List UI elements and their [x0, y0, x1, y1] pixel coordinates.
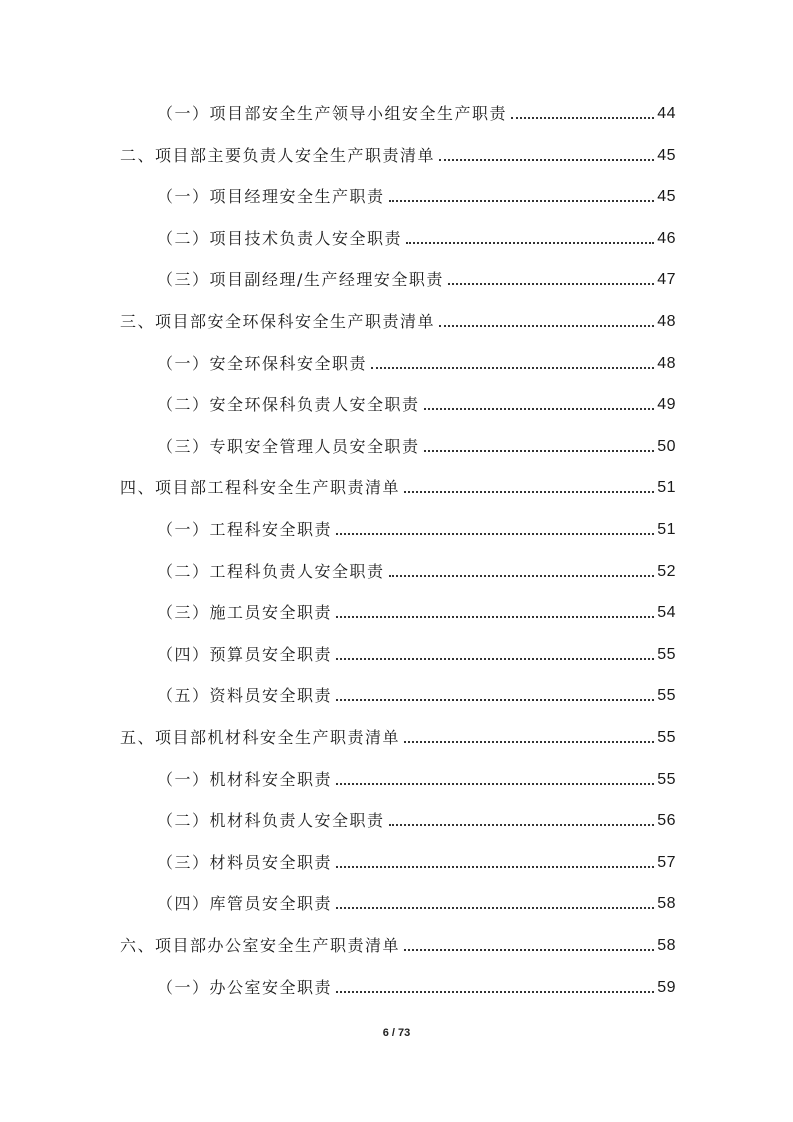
toc-entry-title: （二）项目技术负责人安全职责: [157, 228, 403, 248]
toc-dot-leader: [336, 991, 654, 993]
toc-entry[interactable]: [157, 348, 676, 374]
toc-entry[interactable]: [157, 680, 676, 706]
toc-entry-title: （三）材料员安全职责: [157, 852, 333, 872]
toc-entry-title: （一）工程科安全职责: [157, 520, 333, 539]
toc-dot-leader: [336, 866, 654, 868]
toc-entry-page: 58: [657, 895, 676, 913]
toc-dot-leader: [439, 159, 654, 161]
toc-entry-page: 49: [657, 396, 676, 414]
toc-entry[interactable]: [157, 805, 676, 831]
toc-dot-leader: [336, 616, 654, 618]
toc-dot-leader: [424, 450, 655, 452]
toc-entry-page: 45: [657, 188, 676, 206]
toc-entry-title: 六、项目部办公室安全生产职责清单: [120, 936, 401, 955]
toc-dot-leader: [371, 367, 654, 369]
toc-entry-page: 57: [657, 853, 676, 871]
toc-entry-title: （三）专职安全管理人员安全职责: [157, 436, 420, 456]
toc-entry-title: （二）机材科负责人安全职责: [157, 811, 385, 831]
toc-entry[interactable]: [157, 556, 676, 582]
toc-entry[interactable]: [157, 389, 676, 415]
toc-entry-page: 56: [657, 812, 676, 830]
toc-dot-leader: [406, 242, 654, 244]
toc-dot-leader: [404, 491, 654, 493]
toc-entry-page: 46: [657, 229, 676, 247]
toc-entry[interactable]: [120, 930, 676, 956]
toc-entry-title: （五）资料员安全职责: [157, 686, 333, 706]
toc-entry-page: 51: [657, 479, 676, 497]
toc-entry[interactable]: [157, 597, 676, 623]
toc-dot-leader: [389, 824, 655, 826]
toc-entry[interactable]: [157, 223, 676, 249]
toc-entry[interactable]: [157, 264, 676, 290]
toc-dot-leader: [336, 699, 654, 701]
toc-entry[interactable]: [157, 888, 676, 914]
page-number: 6 / 73: [382, 1027, 411, 1039]
toc-entry-title: 四、项目部工程科安全生产职责清单: [120, 478, 401, 498]
toc-entry-title: （一）安全环保科安全职责: [157, 353, 368, 373]
toc-entry-page: 48: [657, 354, 676, 372]
toc-dot-leader: [336, 658, 654, 660]
toc-dot-leader: [404, 741, 654, 743]
toc-entry-title: （三）施工员安全职责: [157, 603, 333, 623]
toc-dot-leader: [336, 533, 654, 535]
toc-entry-title: 三、项目部安全环保科安全生产职责清单: [120, 312, 436, 331]
toc-entry[interactable]: [120, 722, 676, 748]
toc-entry-page: 47: [657, 271, 676, 289]
toc-entry-title: 二、项目部主要负责人安全生产职责清单: [120, 145, 436, 165]
toc-entry-page: 58: [657, 937, 676, 954]
toc-entry-title: 五、项目部机材科安全生产职责清单: [120, 728, 401, 747]
toc-entry[interactable]: [157, 98, 676, 124]
toc-entry-title: （二）工程科负责人安全职责: [157, 561, 385, 581]
toc-entry-page: 50: [657, 437, 676, 455]
toc-entry[interactable]: [157, 514, 676, 540]
toc-dot-leader: [439, 325, 654, 327]
toc-entry-page: 44: [657, 105, 676, 122]
toc-entry-page: 55: [657, 645, 676, 663]
toc-entry-page: 51: [657, 521, 676, 538]
toc-dot-leader: [389, 575, 655, 577]
toc-entry-title: （四）预算员安全职责: [157, 644, 333, 664]
toc-entry-title: （三）项目副经理/生产经理安全职责: [157, 270, 444, 290]
toc-entry-title: （一）项目经理安全生产职责: [157, 187, 385, 207]
toc-dot-leader: [511, 117, 654, 119]
toc-entry-page: 48: [657, 313, 676, 330]
toc-entry[interactable]: [157, 181, 676, 207]
toc-entry-page: 55: [657, 729, 676, 746]
toc-entry[interactable]: [157, 764, 676, 790]
toc-dot-leader: [404, 949, 654, 951]
toc-dot-leader: [389, 200, 655, 202]
toc-dot-leader: [448, 283, 654, 285]
toc-entry-title: （一）办公室安全职责: [157, 977, 333, 997]
toc-entry-page: 52: [657, 562, 676, 580]
toc-entry-title: （一）机材科安全职责: [157, 769, 333, 789]
toc-entry-page: 59: [657, 978, 676, 996]
toc-entry[interactable]: [120, 306, 676, 332]
toc-entry[interactable]: [157, 972, 676, 998]
toc-entry-title: （四）库管员安全职责: [157, 894, 333, 914]
toc-dot-leader: [336, 783, 654, 785]
toc-dot-leader: [424, 408, 655, 410]
toc-entry-page: 54: [657, 604, 676, 622]
toc-entry-page: 55: [657, 687, 676, 705]
toc-entry-title: （一）项目部安全生产领导小组安全生产职责: [157, 104, 508, 123]
toc-dot-leader: [336, 907, 654, 909]
toc-entry[interactable]: [157, 431, 676, 457]
toc-entry[interactable]: [157, 847, 676, 873]
toc-entry[interactable]: [157, 639, 676, 665]
toc-entry-title: （二）安全环保科负责人安全职责: [157, 395, 420, 415]
toc-entry[interactable]: [120, 472, 676, 498]
toc-entry[interactable]: [120, 140, 676, 166]
toc-entry-page: 45: [657, 146, 676, 164]
toc-entry-page: 55: [657, 770, 676, 788]
